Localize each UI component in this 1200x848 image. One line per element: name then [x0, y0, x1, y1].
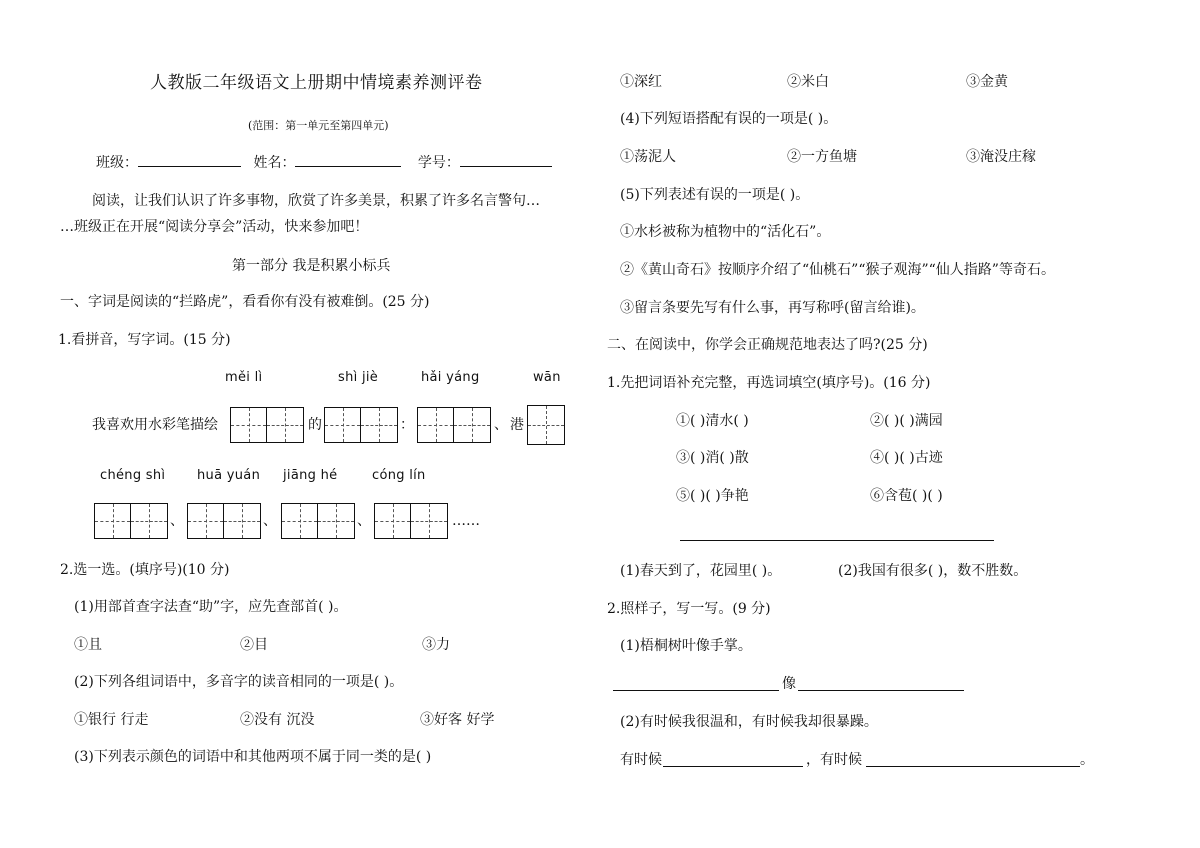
- question-2-heading: 2.选一选。(填序号)(10 分): [60, 562, 230, 578]
- section-2-heading: 二、在阅读中，你学会正确规范地表达了吗?(25 分): [607, 337, 928, 353]
- class-label: 班级：: [96, 155, 138, 171]
- right-question-2-heading: 2.照样子，写一写。(9 分): [607, 601, 771, 617]
- answer-line-xiang-right[interactable]: [798, 690, 964, 691]
- pinyin-chengshi: chéng shì: [100, 468, 166, 483]
- pinyin-meili: měi lì: [225, 370, 263, 385]
- pinyin-wan: wān: [533, 370, 561, 385]
- q2-2-option-1[interactable]: ①银行 行走: [74, 712, 149, 728]
- student-id-label: 学号：: [417, 155, 460, 171]
- writing-grid-haiyang[interactable]: [417, 407, 491, 443]
- youshihou-2: ，有时候: [806, 752, 862, 768]
- idiom-1[interactable]: ①( )清水( ): [676, 413, 749, 429]
- writing-grid-huayuan[interactable]: [187, 503, 261, 539]
- q2-5-option-3[interactable]: ③留言条要先写有什么事，再写称呼(留言给谁)。: [620, 300, 925, 316]
- fill-sentence-1: (1)春天到了，花园里( )。: [620, 563, 782, 579]
- question-2-1: (1)用部首查字法查“助”字，应先查部首( )。: [74, 599, 348, 615]
- intro-line-2: …班级正在开展“阅读分享会”活动，快来参加吧！: [60, 219, 369, 235]
- student-id-blank[interactable]: [460, 152, 552, 167]
- idiom-5[interactable]: ⑤( )( )争艳: [676, 488, 749, 504]
- sentence-prefix: 我喜欢用水彩笔描绘: [92, 417, 218, 433]
- q2-4-option-3[interactable]: ③淹没庄稼: [966, 149, 1036, 165]
- name-label: 姓名：: [253, 155, 296, 171]
- part-1-heading: 第一部分 我是积累小标兵: [232, 258, 391, 274]
- xiang-char: 像: [782, 676, 796, 692]
- right-question-2-2: (2)有时候我很温和，有时候我却很暴躁。: [620, 714, 878, 730]
- class-blank[interactable]: [138, 152, 241, 167]
- dun-3: 、: [357, 513, 371, 529]
- q2-3-option-1[interactable]: ①深红: [620, 74, 662, 90]
- q2-5-option-2[interactable]: ②《黄山奇石》按顺序介绍了“仙桃石”“猴子观海”“仙人指路”等奇石。: [620, 262, 1055, 278]
- question-2-3: (3)下列表示颜色的词语中和其他两项不属于同一类的是( ): [74, 749, 432, 765]
- q2-1-option-2[interactable]: ②目: [240, 637, 268, 653]
- right-question-1-heading: 1.先把词语补充完整，再选词填空(填序号)。(16 分): [607, 375, 931, 391]
- fill-sentence-2: (2)我国有很多( )，数不胜数。: [838, 563, 1028, 579]
- sentence-dun: 、: [494, 417, 508, 433]
- ellipsis: ……: [452, 513, 480, 529]
- q2-1-option-3[interactable]: ③力: [422, 637, 450, 653]
- writing-grid-shijie[interactable]: [324, 407, 398, 443]
- intro-line-1: 阅读，让我们认识了许多事物，欣赏了许多美景，积累了许多名言警句…: [92, 193, 540, 209]
- q2-4-option-1[interactable]: ①荡泥人: [620, 149, 676, 165]
- dun-2: 、: [263, 513, 277, 529]
- writing-grid-meili[interactable]: [230, 407, 304, 443]
- answer-line-xiang-left[interactable]: [613, 690, 779, 691]
- section-1-heading: 一、字词是阅读的“拦路虎”，看看你有没有被难倒。(25 分): [60, 294, 430, 310]
- question-2-4: (4)下列短语搭配有误的一项是( )。: [620, 111, 838, 127]
- sentence-gang: 港: [510, 417, 524, 433]
- page-title: 人教版二年级语文上册期中情境素养测评卷: [150, 73, 483, 93]
- idiom-4[interactable]: ④( )( )古迹: [870, 450, 943, 466]
- right-question-2-1: (1)梧桐树叶像手掌。: [620, 638, 752, 654]
- answer-line-youshihou-1[interactable]: [663, 766, 803, 767]
- idiom-3[interactable]: ③( )消( )散: [676, 450, 749, 466]
- q2-3-option-2[interactable]: ②米白: [787, 74, 829, 90]
- question-2-2: (2)下列各组词语中，多音字的读音相同的一项是( )。: [74, 674, 404, 690]
- student-info-row: [96, 152, 552, 172]
- pinyin-huayuan: huā yuán: [197, 468, 261, 483]
- q2-1-option-1[interactable]: ①且: [74, 637, 102, 653]
- sentence-de: 的: [308, 417, 322, 433]
- question-1-heading: 1.看拼音，写字词。(15 分): [58, 332, 231, 348]
- idiom-2[interactable]: ②( )( )满园: [870, 413, 943, 429]
- name-blank[interactable]: [295, 152, 401, 167]
- writing-grid-wan[interactable]: [527, 405, 565, 445]
- exam-range: (范围：第一单元至第四单元): [248, 119, 389, 132]
- pinyin-shijie: shì jiè: [338, 370, 379, 385]
- final-period: 。: [1080, 752, 1094, 768]
- writing-grid-chengshi[interactable]: [94, 503, 168, 539]
- q2-4-option-2[interactable]: ②一方鱼塘: [787, 149, 857, 165]
- q2-2-option-3[interactable]: ③好客 好学: [420, 712, 495, 728]
- answer-line-idioms[interactable]: [680, 540, 994, 541]
- q2-2-option-2[interactable]: ②没有 沉没: [240, 712, 315, 728]
- answer-line-youshihou-2[interactable]: [866, 766, 1080, 767]
- pinyin-haiyang: hǎi yáng: [421, 370, 480, 385]
- idiom-6[interactable]: ⑥含苞( )( ): [870, 488, 943, 504]
- q2-3-option-3[interactable]: ③金黄: [966, 74, 1008, 90]
- question-2-5: (5)下列表述有误的一项是( )。: [620, 187, 810, 203]
- pinyin-conglin: cóng lín: [372, 468, 426, 483]
- writing-grid-conglin[interactable]: [374, 503, 448, 539]
- dun-1: 、: [170, 513, 184, 529]
- youshihou-1: 有时候: [620, 752, 662, 768]
- pinyin-jianghe: jiāng hé: [283, 468, 338, 483]
- q2-5-option-1[interactable]: ①水杉被称为植物中的“活化石”。: [620, 224, 831, 240]
- sentence-colon: ：: [400, 417, 414, 433]
- writing-grid-jianghe[interactable]: [281, 503, 355, 539]
